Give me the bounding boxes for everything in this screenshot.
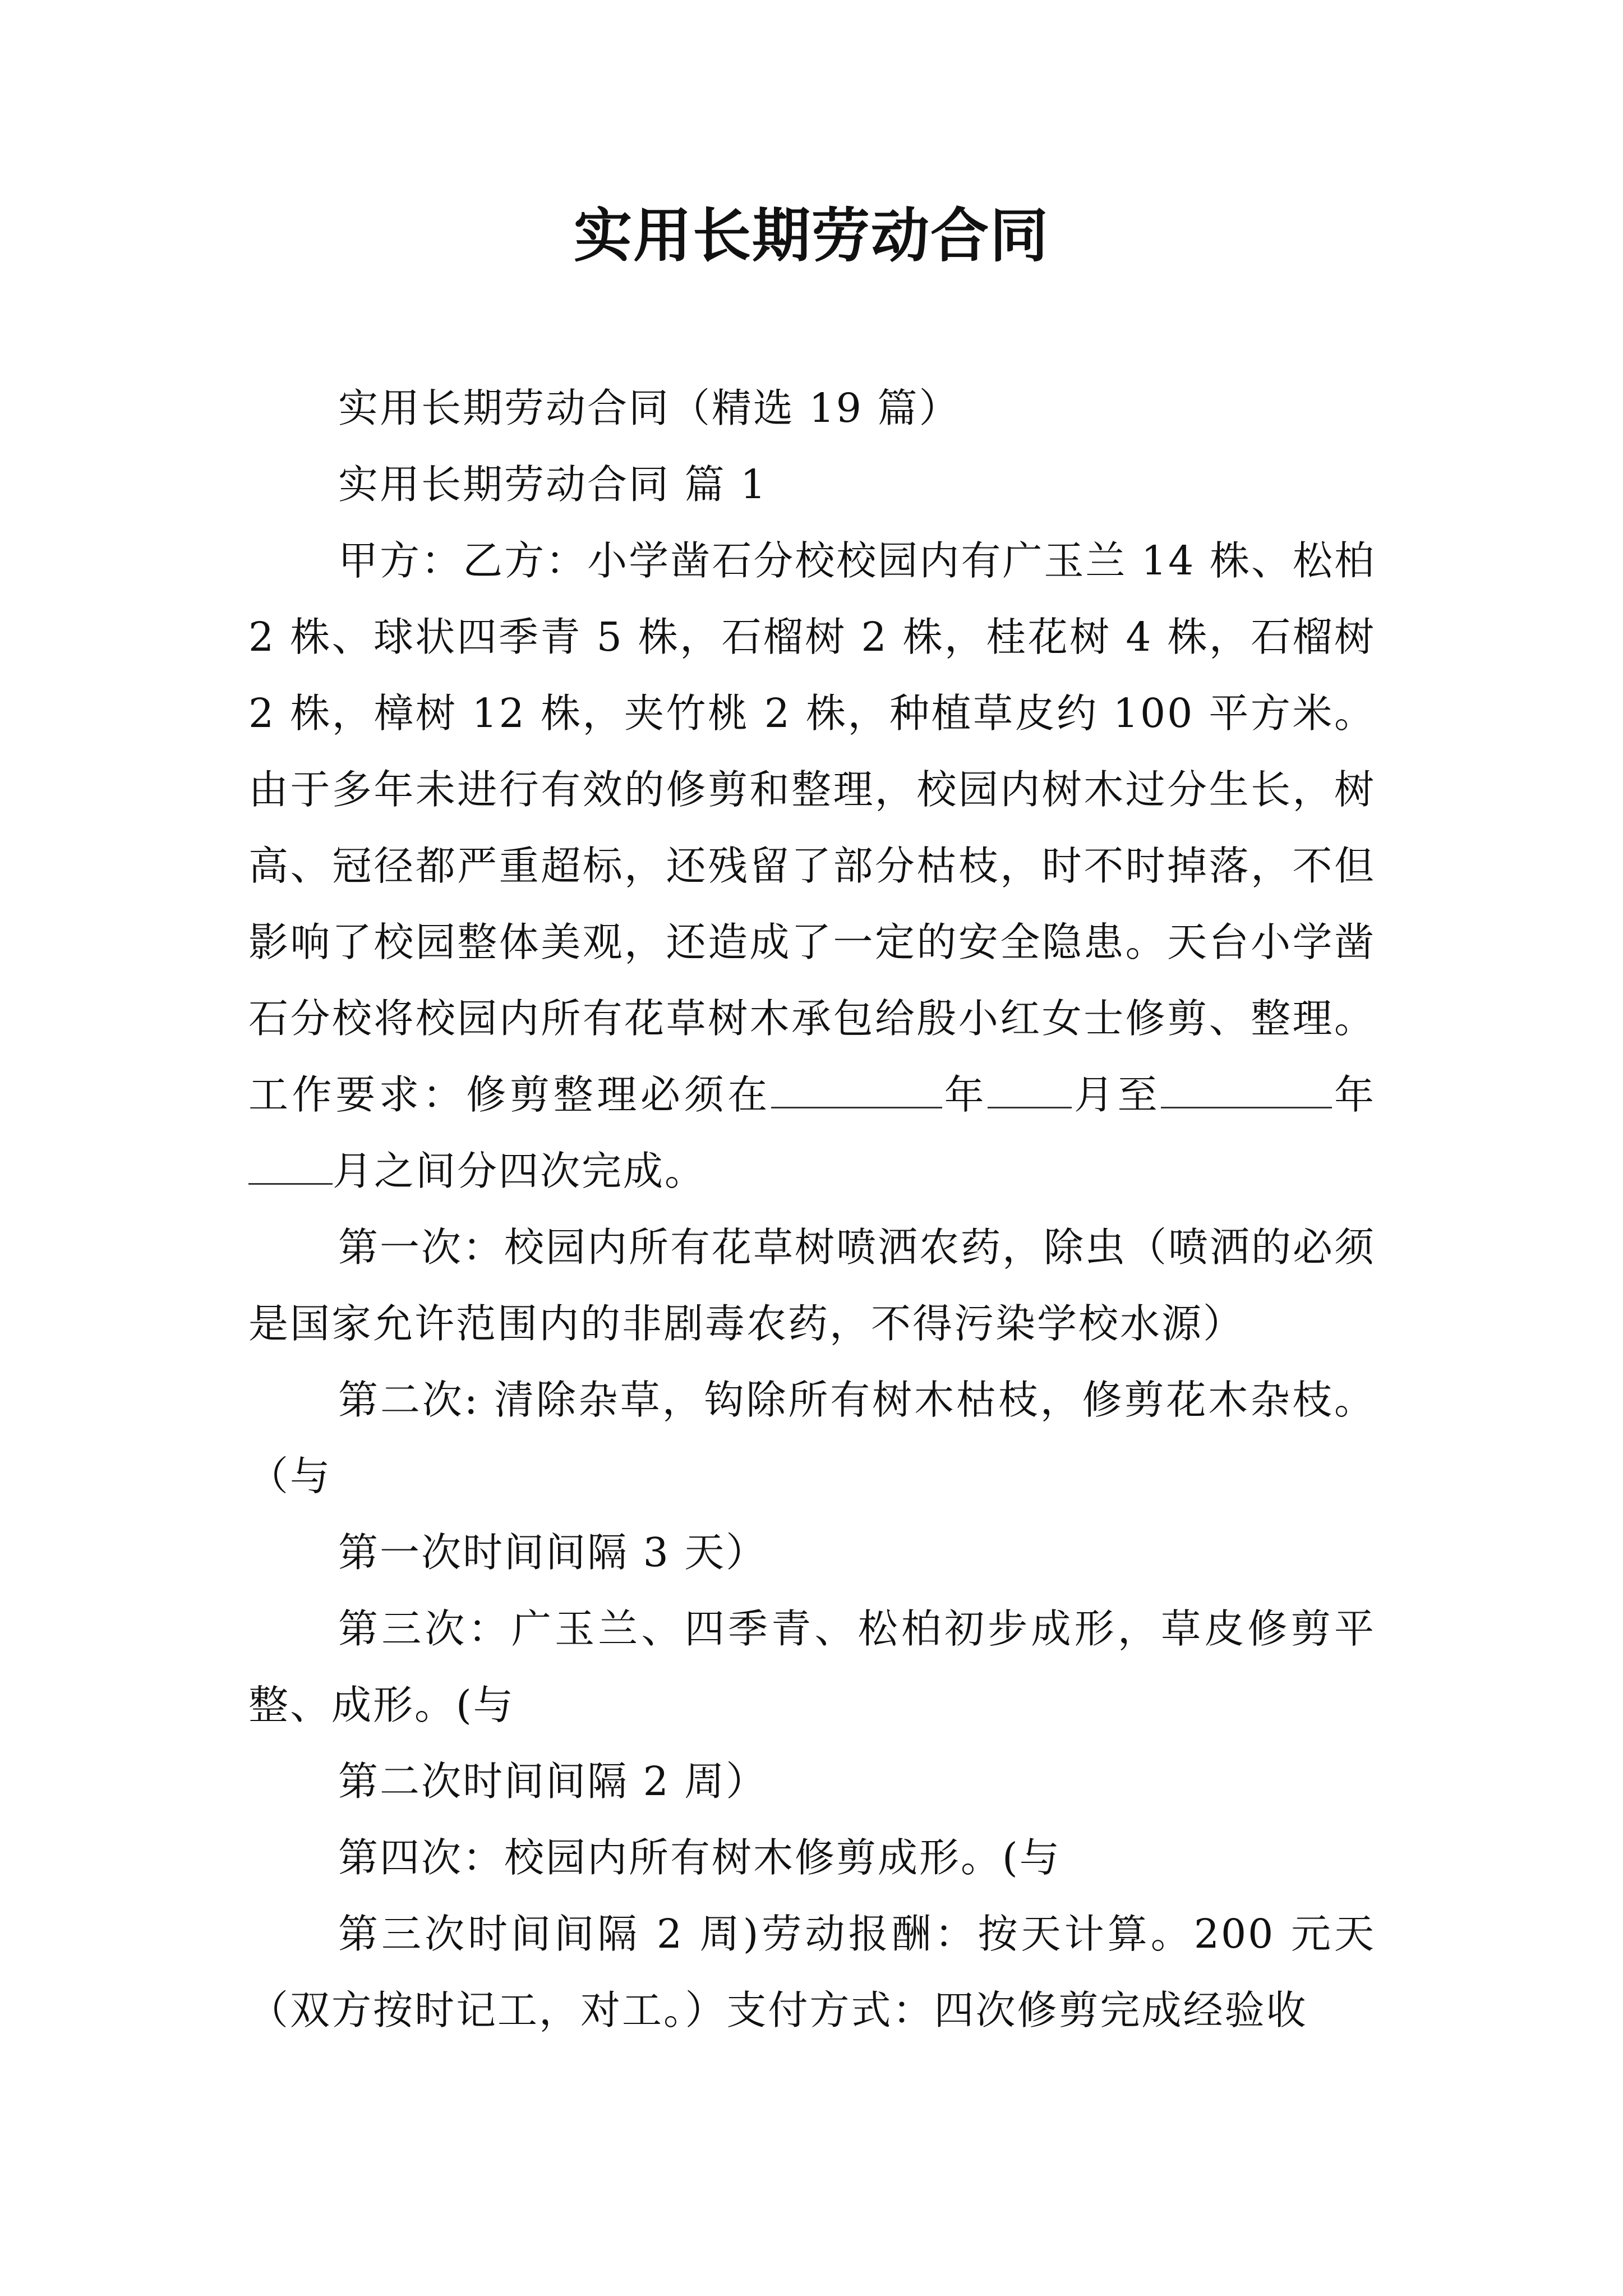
label-month-to: 月至 (1072, 1071, 1161, 1118)
paragraph-third-interval: 第二次时间间隔 2 周） (338, 1758, 768, 1805)
paragraph-second-task: 第二次: 清除杂草，钩除所有树木枯枝，修剪花木杂枝。（与 (248, 1377, 1376, 1499)
label-year-2: 年 (1332, 1071, 1376, 1118)
intro-end-text: 月之间分四次完成。 (333, 1148, 707, 1194)
paragraph-fourth-task: 第四次：校园内所有树木修剪成形。(与 (338, 1834, 1061, 1881)
intro-text: 甲方：乙方：小学凿石分校校园内有广玉兰 14 株、松柏 2 株、球状四季青 5 株，石榴树 2 株，桂花树 4 株，石榴树 2 株，樟树 12 株，夹竹桃 2 株，种植草皮约 100 平方米。由于多年未进行有效的修剪和整理，校园内树木过分生长，树高、冠径都严重超标，还残留了部分枯枝，时不时掉落，不但影响了校园整体美观，还造成了一定的安全隐患。天台小学凿石分校将校园内所有花草树木承包给殷小红女士修剪、整理。工作要求：修剪整理必须在 (248, 537, 1376, 1118)
paragraph-first-task: 第一次：校园内所有花草树喷洒农药，除虫（喷洒的必须是国家允许范围内的非剧毒农药，不得污染学校水源） (248, 1224, 1376, 1347)
paragraph-second-interval: 第一次时间间隔 3 天） (338, 1529, 768, 1576)
document-title: 实用长期劳动合同 (573, 201, 1049, 270)
blank-end-month (248, 1144, 333, 1185)
blank-start-year (771, 1068, 942, 1108)
paragraph-payment: 第三次时间间隔 2 周)劳动报酬：按天计算。200 元天（双方按时记工，对工。）支付方式：四次修剪完成经验收 (248, 1911, 1376, 2033)
label-year: 年 (942, 1071, 988, 1118)
paragraph-third-task: 第三次：广玉兰、四季青、松柏初步成形，草皮修剪平整、成形。(与 (248, 1605, 1376, 1728)
paragraph-subtitle: 实用长期劳动合同（精选 19 篇） (338, 385, 961, 431)
blank-end-year (1161, 1068, 1332, 1108)
paragraph-contract-intro (248, 523, 1376, 1209)
paragraph-section-heading: 实用长期劳动合同 篇 1 (338, 461, 768, 508)
document-body (248, 370, 1376, 2049)
blank-start-month (988, 1068, 1072, 1108)
